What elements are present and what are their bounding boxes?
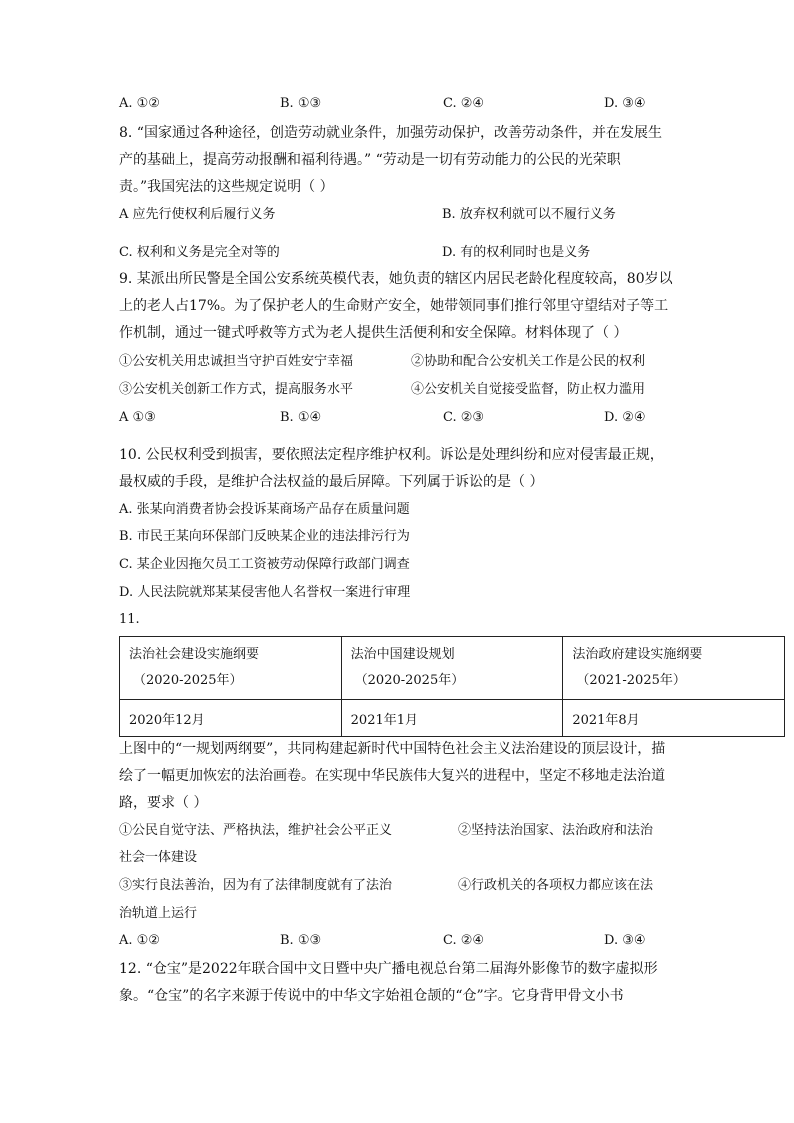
q9-option-a: A ①③: [119, 410, 156, 425]
q8-option-c: C. 权利和义务是完全对等的: [119, 245, 280, 260]
q11-stem-line: 上图中的“一规划两纲要”，共同构建起新时代中国特色社会主义法治建设的顶层设计，描: [119, 741, 666, 757]
plan-title: 法治政府建设实施纲要: [572, 647, 703, 662]
q12-stem-line: 12. “仓宝”是2022年联合国中文日暨中央广播电视总台第二届海外影像节的数字虚拟形: [119, 961, 658, 977]
plan-date: 2020年12月: [120, 700, 342, 737]
table-cell: [563, 637, 785, 700]
q7-option-a: A. ①②: [119, 96, 160, 111]
q11-option-b: B. ①③: [280, 933, 322, 948]
q8-option-b: B. 放弃权利就可以不履行义务: [442, 207, 616, 222]
q8-option-d: D. 有的权利同时也是义务: [442, 245, 591, 260]
q10-stem-line: 10. 公民权利受到损害，要依照法定程序维护权利。诉讼是处理纠纷和应对侵害最正规，: [119, 447, 664, 463]
q10-option-c: C. 某企业因拖欠员工工资被劳动保障行政部门调查: [119, 557, 410, 572]
q11-statement-3: ③实行良法善治，因为有了法律制度就有了法治: [119, 878, 393, 893]
q9-statement-2: ②协助和配合公安机关工作是公民的权利: [411, 354, 646, 369]
q12-stem-line: 象。“仓宝”的名字来源于传说中的中华文字始祖仓颉的“仓”字。它身背甲骨文小书: [119, 988, 624, 1004]
plan-date: 2021年1月: [341, 700, 563, 737]
q9-statement-1: ①公安机关用忠诚担当守护百姓安宁幸福: [119, 354, 354, 369]
q10-stem-line: 最权威的手段，是维护合法权益的最后屏障。下列属于诉讼的是（ ）: [119, 474, 544, 490]
plan-title: 法治社会建设实施纲要: [129, 647, 260, 662]
q11-option-c: C. ②④: [443, 933, 485, 948]
q11-statement-2: ②坚持法治国家、法治政府和法治: [458, 823, 654, 838]
q7-option-d: D. ③④: [604, 96, 646, 111]
q10-option-a: A. 张某向消费者协会投诉某商场产品存在质量问题: [119, 502, 410, 517]
q9-option-c: C. ②③: [443, 410, 485, 425]
q11-statement-1: ①公民自觉守法、严格执法，维护社会公平正义: [119, 823, 393, 838]
q9-option-b: B. ①④: [280, 410, 322, 425]
q9-statement-4: ④公安机关自觉接受监督，防止权力滥用: [411, 382, 646, 397]
q8-stem-line: 责。”我国宪法的这些规定说明（ ）: [119, 179, 334, 195]
q10-option-d: D. 人民法院就郑某某侵害他人名誉权一案进行审理: [119, 585, 411, 600]
q9-stem-line: 作机制，通过一键式呼救等方式为老人提供生活便利和安全保障。材料体现了（ ）: [119, 325, 628, 341]
q7-option-c: C. ②④: [443, 96, 485, 111]
q11-option-d: D. ③④: [604, 933, 646, 948]
q10-option-b: B. 市民王某向环保部门反映某企业的违法排污行为: [119, 529, 410, 544]
q9-stem-line: 9. 某派出所民警是全国公安系统英模代表，她负责的辖区内居民老龄化程度较高，80岁以: [119, 271, 673, 287]
q9-statement-3: ③公安机关创新工作方式，提高服务水平: [119, 382, 354, 397]
plan-period: （2021-2025年）: [576, 673, 686, 688]
plan-period: （2020-2025年）: [354, 673, 465, 688]
table-cell: [120, 637, 342, 700]
q11-stem-line: 路，要求（ ）: [119, 795, 208, 811]
plan-title: 法治中国建设规划: [350, 647, 455, 662]
q11-statement-2-cont: 社会一体建设: [119, 850, 198, 865]
table-cell: [341, 637, 563, 700]
q11-option-a: A. ①②: [119, 933, 160, 948]
q9-option-d: D. ②④: [604, 410, 646, 425]
q9-stem-line: 上的老人占17%。为了保护老人的生命财产安全，她带领同事们推行邻里守望结对子等工: [119, 298, 669, 314]
q11-statement-4: ④行政机关的各项权力都应该在法: [458, 878, 654, 893]
plan-date: 2021年8月: [563, 700, 785, 737]
plan-period: （2020-2025年）: [133, 673, 243, 688]
table-row: [120, 637, 785, 700]
q11-plan-table: [119, 636, 785, 737]
q8-stem-line: 产的基础上，提高劳动报酬和福利待遇。” “劳动是一切有劳动能力的公民的光荣职: [119, 152, 621, 168]
q11-stem-line: 绘了一幅更加恢宏的法治画卷。在实现中华民族伟大复兴的进程中，坚定不移地走法治道: [119, 768, 665, 784]
q11-number: 11.: [119, 612, 140, 627]
q8-stem-line: 8. “国家通过各种途径，创造劳动就业条件，加强劳动保护，改善劳动条件，并在发展生: [119, 125, 662, 141]
q7-option-b: B. ①③: [280, 96, 322, 111]
table-row: [120, 700, 785, 737]
q11-statement-4-cont: 治轨道上运行: [119, 906, 198, 921]
q8-option-a: A 应先行使权利后履行义务: [119, 207, 276, 222]
